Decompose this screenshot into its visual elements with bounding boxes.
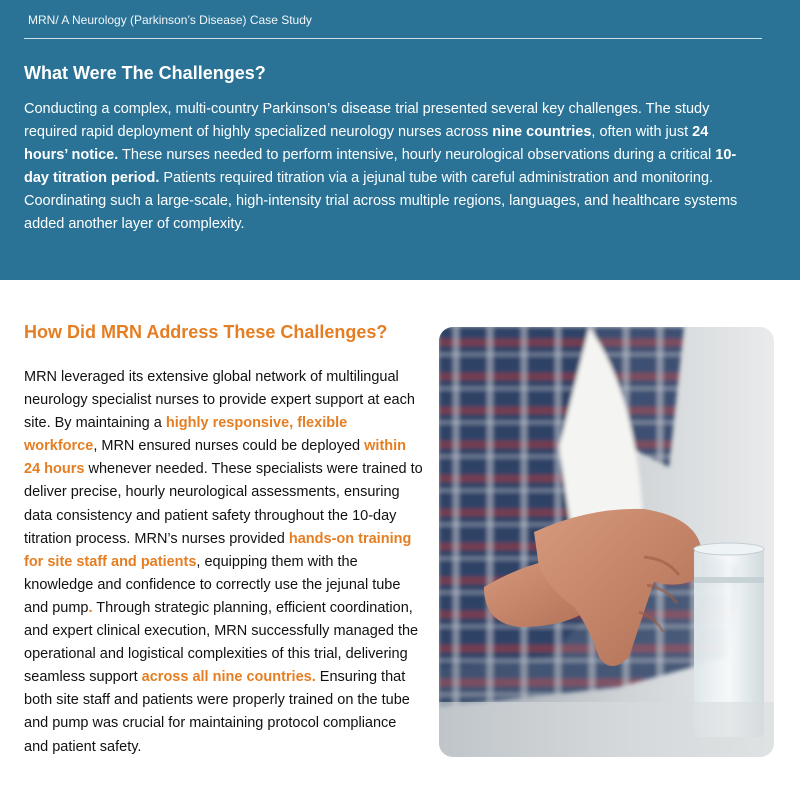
challenges-heading: What Were The Challenges? (24, 63, 266, 83)
challenges-text-3: These nurses needed to perform intensive, hourly neurological observations during a critical (118, 147, 716, 163)
approach-highlight-2: within 24 hours (24, 438, 407, 478)
approach-highlight-5: across all nine countries. (141, 669, 316, 686)
challenges-text-4: Patients required titration via a jejunal tube with careful administration and monitoring. Coordinating such a large-scale, high-intensity trial across multiple regions, languages, and healthcare systems added another layer of complexity. (24, 170, 738, 232)
challenges-text-2: , often with just (591, 124, 693, 140)
approach-text-2: , MRN ensured nurses could be deployed (93, 438, 365, 455)
challenges-text-1: Conducting a complex, multi-country Parkinson’s disease trial presented several key challenges. The study required rapid deployment of highly specialized neurology nurses across (24, 101, 710, 140)
header-divider (24, 38, 762, 39)
challenges-paragraph (24, 98, 754, 236)
challenges-banner (0, 0, 800, 280)
challenges-bold-3: 10-day titration period. (24, 147, 737, 186)
approach-paragraph (24, 366, 424, 759)
approach-text-4: , equipping them with the knowledge and confidence to correctly use the jejunal tube and pump (24, 553, 401, 616)
approach-highlight-4: . (88, 599, 93, 616)
approach-text-5: Through strategic planning, efficient coordination, and expert clinical execution, MRN successfully managed the operational and logistical complexities of this trial, delivering seamless support (24, 599, 419, 686)
challenges-bold-2: 24 hours’ notice. (24, 124, 709, 163)
challenges-bold-1: nine countries (492, 124, 592, 140)
approach-section (24, 322, 424, 759)
breadcrumb: MRN/ A Neurology (Parkinson’s Disease) Case Study (28, 13, 312, 27)
approach-text-3: whenever needed. These specialists were trained to deliver precise, hourly neurological assessments, ensuring data consistency and patient safety throughout the 10-day titration process. MRN’s nurses provided (24, 461, 423, 547)
patient-hands-photo (439, 327, 774, 757)
approach-heading: How Did MRN Address These Challenges? (24, 322, 388, 342)
approach-text-1: MRN leveraged its extensive global network of multilingual neurology specialist nurses to provide expert support at each site. By maintaining a (24, 369, 415, 432)
approach-text-6: Ensuring that both site staff and patients were properly trained on the tube and pump was crucial for maintaining protocol compliance and patient safety. (24, 669, 410, 755)
approach-highlight-1: highly responsive, flexible workforce (24, 415, 348, 455)
patient-hands-illustration (439, 327, 774, 757)
approach-highlight-3: hands-on training for site staff and patients (24, 530, 412, 570)
